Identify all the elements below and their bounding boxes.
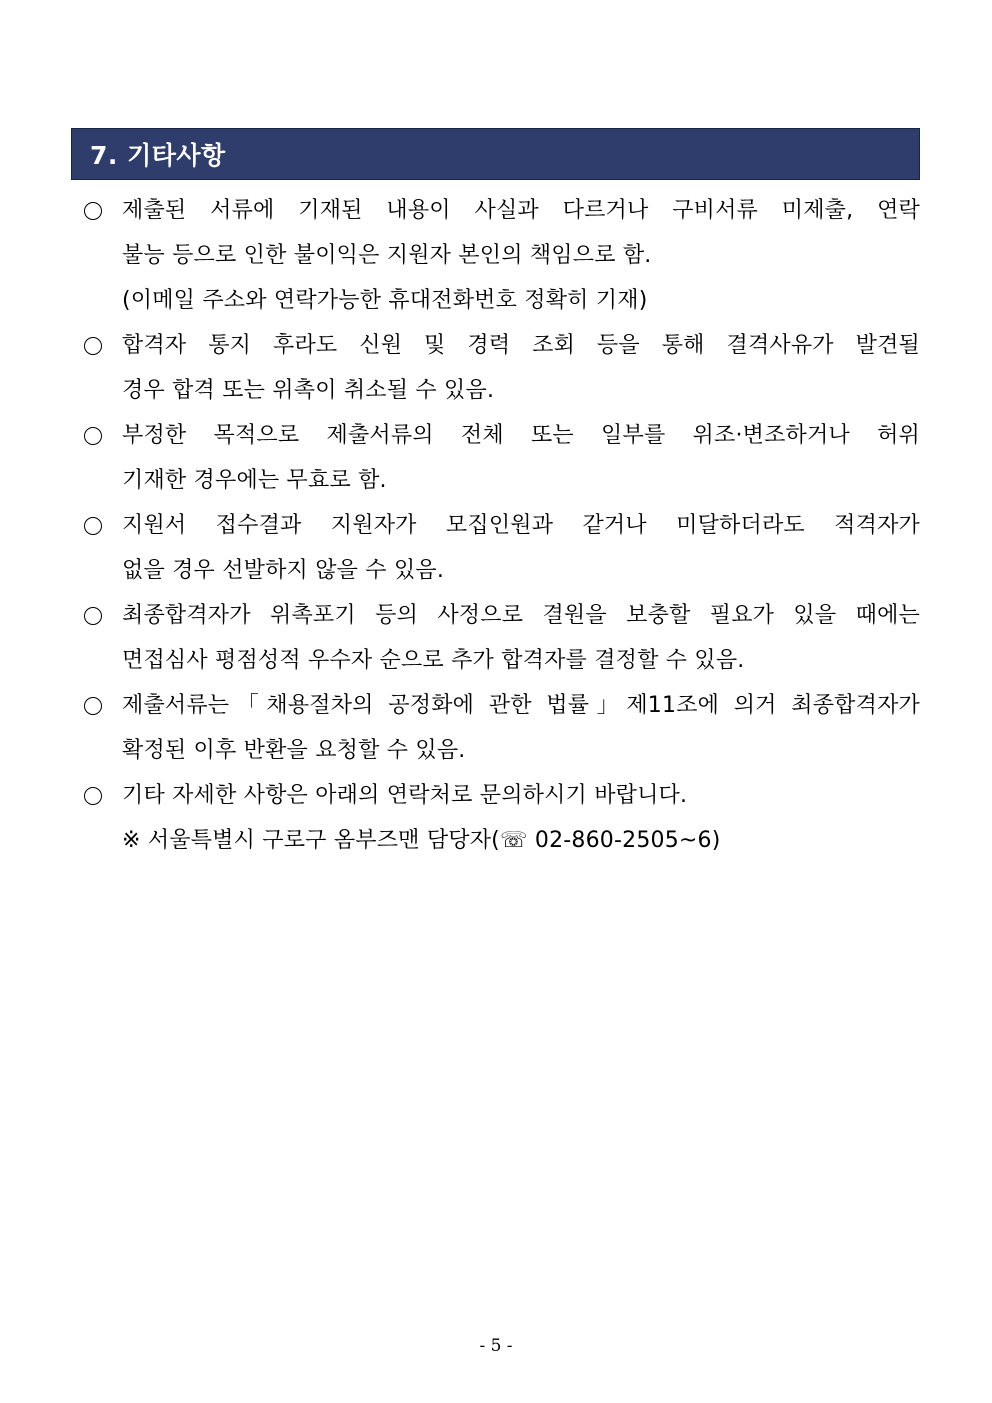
list-item bbox=[82, 503, 922, 593]
circle-bullet-icon bbox=[84, 787, 102, 805]
contact-note: ※ 서울특별시 구로구 옴부즈맨 담당자(☏ 02-860-2505~6) bbox=[122, 828, 721, 853]
item-line: 부정한 목적으로 제출서류의 전체 또는 일부를 위조·변조하거나 허위 bbox=[122, 423, 920, 448]
item-line: 기타 자세한 사항은 아래의 연락처로 문의하시기 바랍니다. bbox=[122, 783, 688, 808]
circle-bullet-icon bbox=[84, 202, 102, 220]
item-line: 없을 경우 선발하지 않을 수 있음. bbox=[122, 558, 445, 583]
item-line: 지원서 접수결과 지원자가 모집인원과 같거나 미달하더라도 적격자가 bbox=[122, 513, 920, 538]
list-item bbox=[82, 593, 922, 683]
section-header bbox=[71, 128, 920, 180]
item-line: 합격자 통지 후라도 신원 및 경력 조회 등을 통해 결격사유가 발견될 bbox=[122, 333, 920, 358]
circle-bullet-icon bbox=[84, 337, 102, 355]
list-item bbox=[82, 683, 922, 773]
item-line: 최종합격자가 위촉포기 등의 사정으로 결원을 보충할 필요가 있을 때에는 bbox=[122, 603, 920, 628]
circle-bullet-icon bbox=[84, 517, 102, 535]
section-title: 7. 기타사항 bbox=[90, 141, 226, 170]
list-item bbox=[82, 323, 922, 413]
list-item bbox=[82, 413, 922, 503]
circle-bullet-icon bbox=[84, 607, 102, 625]
item-line: 기재한 경우에는 무효로 함. bbox=[122, 468, 387, 493]
circle-bullet-icon bbox=[84, 697, 102, 715]
list-item bbox=[82, 773, 922, 863]
item-line: 제출된 서류에 기재된 내용이 사실과 다르거나 구비서류 미제출, 연락 bbox=[122, 198, 920, 223]
item-line: 불능 등으로 인한 불이익은 지원자 본인의 책임으로 함. bbox=[122, 243, 652, 268]
item-line: 확정된 이후 반환을 요청할 수 있음. bbox=[122, 738, 466, 763]
list-item bbox=[82, 188, 922, 323]
page-number: - 5 - bbox=[479, 1336, 513, 1356]
item-line: (이메일 주소와 연락가능한 휴대전화번호 정확히 기재) bbox=[122, 288, 648, 313]
notice-list bbox=[82, 188, 922, 863]
item-line: 경우 합격 또는 위촉이 취소될 수 있음. bbox=[122, 378, 495, 403]
item-line: 면접심사 평점성적 우수자 순으로 추가 합격자를 결정할 수 있음. bbox=[122, 648, 745, 673]
circle-bullet-icon bbox=[84, 427, 102, 445]
item-line: 제출서류는「채용절차의 공정화에 관한 법률」제11조에 의거 최종합격자가 bbox=[122, 693, 920, 718]
